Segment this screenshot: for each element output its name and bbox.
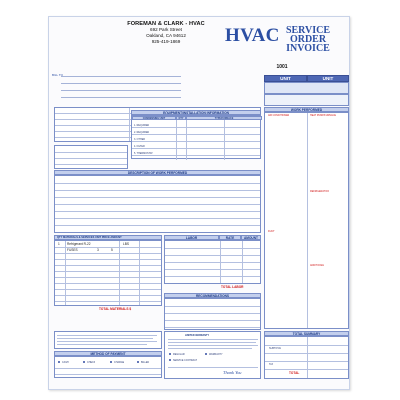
recommendations-header: RECOMMENDATIONS <box>164 293 261 298</box>
payment-label-charge: CHARGE <box>114 361 125 364</box>
form-title: HVAC <box>225 25 280 46</box>
company-block <box>107 21 225 45</box>
warranty-checkbox-regular[interactable] <box>169 353 171 355</box>
form-subtitle-line-1: SERVICE ORDER <box>285 25 331 45</box>
recommendations-area[interactable] <box>164 298 261 330</box>
payment-checkbox-check[interactable] <box>83 361 85 363</box>
bill-to-line[interactable] <box>61 97 181 98</box>
work-performed-header: DESCRIPTION OF WORK PERFORMED <box>54 170 261 175</box>
company-phone: 925-419-1869 <box>151 39 181 44</box>
group-refrigeration: REFRIGERATION <box>310 190 330 193</box>
total-labor-label: TOTAL LABOR <box>221 285 244 289</box>
material-item-2-qty: 3 <box>97 248 99 252</box>
limited-warranty-title: LIMITED WARRANTY <box>185 334 210 337</box>
company-city: Oakland, CA 94612 <box>146 33 186 38</box>
warranty-box <box>164 331 261 379</box>
warranty-label-regular: REGULAR <box>173 353 185 356</box>
material-item-1: Refrigerant R-22 <box>67 242 91 246</box>
bill-to-line[interactable] <box>61 90 181 91</box>
thank-you-text: Thank You <box>223 370 242 375</box>
subtotal-label: SUBTOTAL <box>269 347 282 350</box>
total-materials-label: TOTAL MATERIALS $ <box>99 307 132 311</box>
equipment-row: 2. REQUIRED <box>134 131 150 134</box>
unit-header-right: UNIT <box>307 75 349 82</box>
warranty-label-service-contract: SERVICE CONTRACT <box>173 359 198 362</box>
form-subtitle-line-2: INVOICE <box>286 43 330 54</box>
equipment-col-condensing: CONDENSING UNIT <box>132 116 176 120</box>
company-address: 692 Park Street <box>150 27 182 32</box>
terms-box <box>54 331 162 349</box>
bill-to-label: BILL TO <box>52 73 63 77</box>
work-performed-checklist <box>264 112 349 329</box>
labor-header: LABOR <box>164 235 219 240</box>
bill-to-line[interactable] <box>61 83 181 84</box>
grand-total-label: TOTAL <box>289 371 300 375</box>
group-air-conditioner: AIR CONDITIONER <box>268 114 290 117</box>
rate-header: RATE <box>219 235 241 240</box>
equipment-col-qty: QTY <box>176 116 186 120</box>
tax-label: TAX <box>269 363 274 366</box>
payment-label-billed: BILLED <box>141 361 150 364</box>
warranty-label-warranty: WARRANTY <box>209 353 223 356</box>
material-item-2-price: 5 <box>111 248 113 252</box>
group-duct: DUCT <box>268 230 275 233</box>
invoice-form-sheet <box>48 16 350 390</box>
material-item-1-qty: 1 <box>58 242 60 246</box>
material-item-2: FUSES <box>67 248 78 252</box>
payment-checkbox-cash[interactable] <box>58 361 60 363</box>
unit-info-box <box>264 82 349 94</box>
total-summary-box <box>264 336 349 379</box>
invoice-number: 1001 <box>276 64 288 70</box>
equipment-row: 1. REQUIRED <box>134 124 150 127</box>
company-name: FOREMAN & CLARK - HVAC <box>127 21 205 27</box>
method-of-payment-header: METHOD OF PAYMENT <box>54 351 162 356</box>
form-subtitle <box>267 26 349 53</box>
equipment-row: 5. THERMOSTAT <box>134 152 153 155</box>
bill-to-line[interactable] <box>61 76 181 77</box>
labor-amount-header: AMOUNT <box>241 235 261 240</box>
payment-label-check: CHECK <box>87 361 96 364</box>
equipment-col-type: TYPE/FURNACE <box>186 116 262 120</box>
equipment-table <box>131 115 261 159</box>
material-item-1-unit: LBS <box>123 242 130 246</box>
payment-checkbox-billed[interactable] <box>137 361 139 363</box>
work-performed-right-header: WORK PERFORMED <box>264 107 349 112</box>
payment-methods-box <box>54 356 162 378</box>
materials-table <box>54 240 162 306</box>
equipment-row: 4. FILTER <box>134 145 145 148</box>
unit-info-box <box>264 94 349 106</box>
materials-header: QTY MATERIALS & SERVICES UNIT PRICE AMOUNT <box>54 235 162 240</box>
customer-extra-box <box>54 145 128 169</box>
warranty-checkbox-service-contract[interactable] <box>169 359 171 361</box>
total-summary-header: TOTAL SUMMARY <box>264 331 349 336</box>
warranty-checkbox-warranty[interactable] <box>205 353 207 355</box>
payment-checkbox-charge[interactable] <box>110 361 112 363</box>
group-heat-pump: HEAT PUMP/FURNACE <box>310 114 336 117</box>
equipment-row: 3. OTHER <box>134 138 146 141</box>
group-additional: ADDITIONAL <box>310 264 325 267</box>
payment-label-cash: CASH <box>62 361 69 364</box>
work-performed-area[interactable] <box>54 175 261 233</box>
unit-header-left: UNIT <box>264 75 307 82</box>
labor-table <box>164 240 261 284</box>
equipment-section-header: EQUIPMENT/INSTALLATION INFORMATION <box>131 110 261 115</box>
